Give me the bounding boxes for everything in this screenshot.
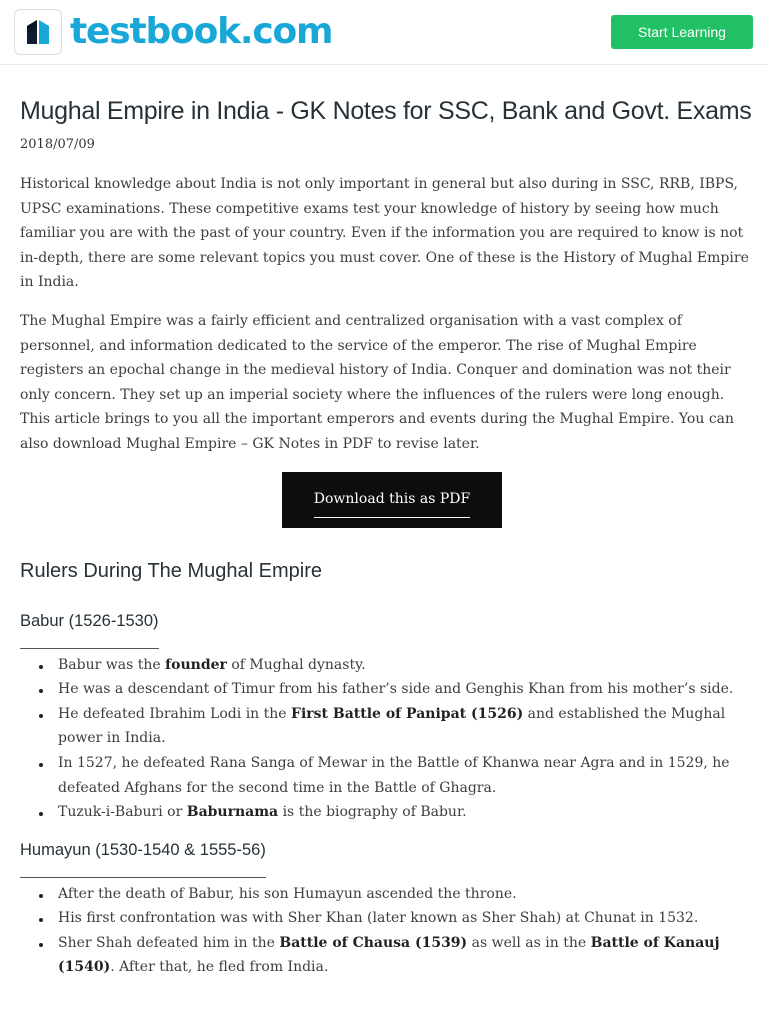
page-title: Mughal Empire in India - GK Notes for SSC, Bank and Govt. Exams — [20, 97, 752, 125]
text: Babur was the — [58, 656, 166, 673]
ruler-heading-humayun: Humayun (1530-1540 & 1555-56) — [20, 839, 266, 878]
text: After the death of Babur, his son Humayun ascended the throne. — [58, 885, 517, 902]
list-item — [58, 653, 752, 678]
bullet-icon — [39, 763, 43, 767]
ruler-section-humayun — [20, 839, 752, 980]
ruler-section-babur — [20, 610, 752, 825]
list-item — [58, 800, 752, 825]
bullet-icon — [39, 665, 43, 669]
text: Tuzuk-i-Baburi or — [58, 804, 187, 821]
intro-paragraph-2: The Mughal Empire was a fairly efficient and centralized organisation with a vast complex of personnel, and information dedicated to the service of the emperor. The rise of Mughal Empire registers an epochal change in the medieval history of India. Conquer and domination was not their only concern. They set up an imperial society where the influences of the rulers were long enough. This article brings to you all the important emperors and events during the Mughal Empire. You can also download Mughal Empire – GK Notes in PDF to revise later. — [20, 312, 735, 452]
text: as well as in the — [467, 934, 591, 951]
bold-text: Baburnama — [186, 804, 279, 821]
publish-date: 2018/07/09 — [20, 137, 95, 152]
download-wrapper — [20, 472, 752, 528]
text: of Mughal dynasty. — [226, 656, 366, 673]
text: is the biography of Babur. — [278, 804, 467, 821]
site-logo[interactable] — [14, 9, 332, 55]
list-item — [58, 751, 752, 800]
bullet-icon — [39, 689, 43, 693]
bold-text: founder — [165, 656, 227, 673]
text: His first confrontation was with Sher Khan (later known as Sher Shah) at Chunat in 1532. — [58, 910, 699, 927]
list-item — [58, 677, 752, 702]
text: and established the Mughal power in India. — [58, 705, 726, 747]
bullet-icon — [39, 812, 43, 816]
site-header — [0, 0, 768, 65]
download-pdf-label: Download this as PDF — [314, 491, 470, 518]
ruler-points-humayun — [20, 882, 752, 980]
article — [20, 96, 752, 980]
logo-text: testbook.com — [70, 11, 333, 52]
bullet-icon — [39, 918, 43, 922]
ruler-heading-babur: Babur (1526-1530) — [20, 610, 159, 649]
section-heading: Rulers During The Mughal Empire — [20, 559, 322, 582]
text: . After that, he fled from India. — [110, 959, 329, 976]
list-item — [58, 882, 752, 907]
testbook-logo-icon — [14, 9, 62, 55]
bullet-icon — [39, 943, 43, 947]
list-item — [58, 906, 752, 931]
text: He was a descendant of Timur from his father’s side and Genghis Khan from his mother’s side. — [58, 681, 734, 698]
intro-paragraph: Historical knowledge about India is not only important in general but also during in SSC, RRB, IBPS, UPSC examinations. These competitive exams test your knowledge of history by seeing how much familiar you are with the past of your country. Even if the information you are required to know is not in-depth, there are some relevant topics you must cover. One of these is the History of Mughal Empire in India. — [20, 176, 749, 291]
text: Sher Shah defeated him in the — [58, 934, 280, 951]
start-learning-button[interactable]: Start Learning — [611, 15, 753, 49]
bold-text: Battle of Chausa (1539) — [279, 934, 468, 951]
list-item — [58, 702, 752, 751]
bullet-icon — [39, 714, 43, 718]
ruler-points-babur — [20, 653, 752, 825]
text: In 1527, he defeated Rana Sanga of Mewar in the Battle of Khanwa near Agra and in 1529, he defeated Afghans for the second time in the Battle of Ghagra. — [58, 754, 730, 796]
bullet-icon — [39, 894, 43, 898]
list-item — [58, 931, 752, 980]
text: He defeated Ibrahim Lodi in the — [58, 705, 292, 722]
bold-text: First Battle of Panipat (1526) — [291, 705, 524, 722]
bold-text: Battle of Kanauj (1540) — [58, 934, 720, 976]
download-pdf-button[interactable] — [282, 472, 502, 528]
